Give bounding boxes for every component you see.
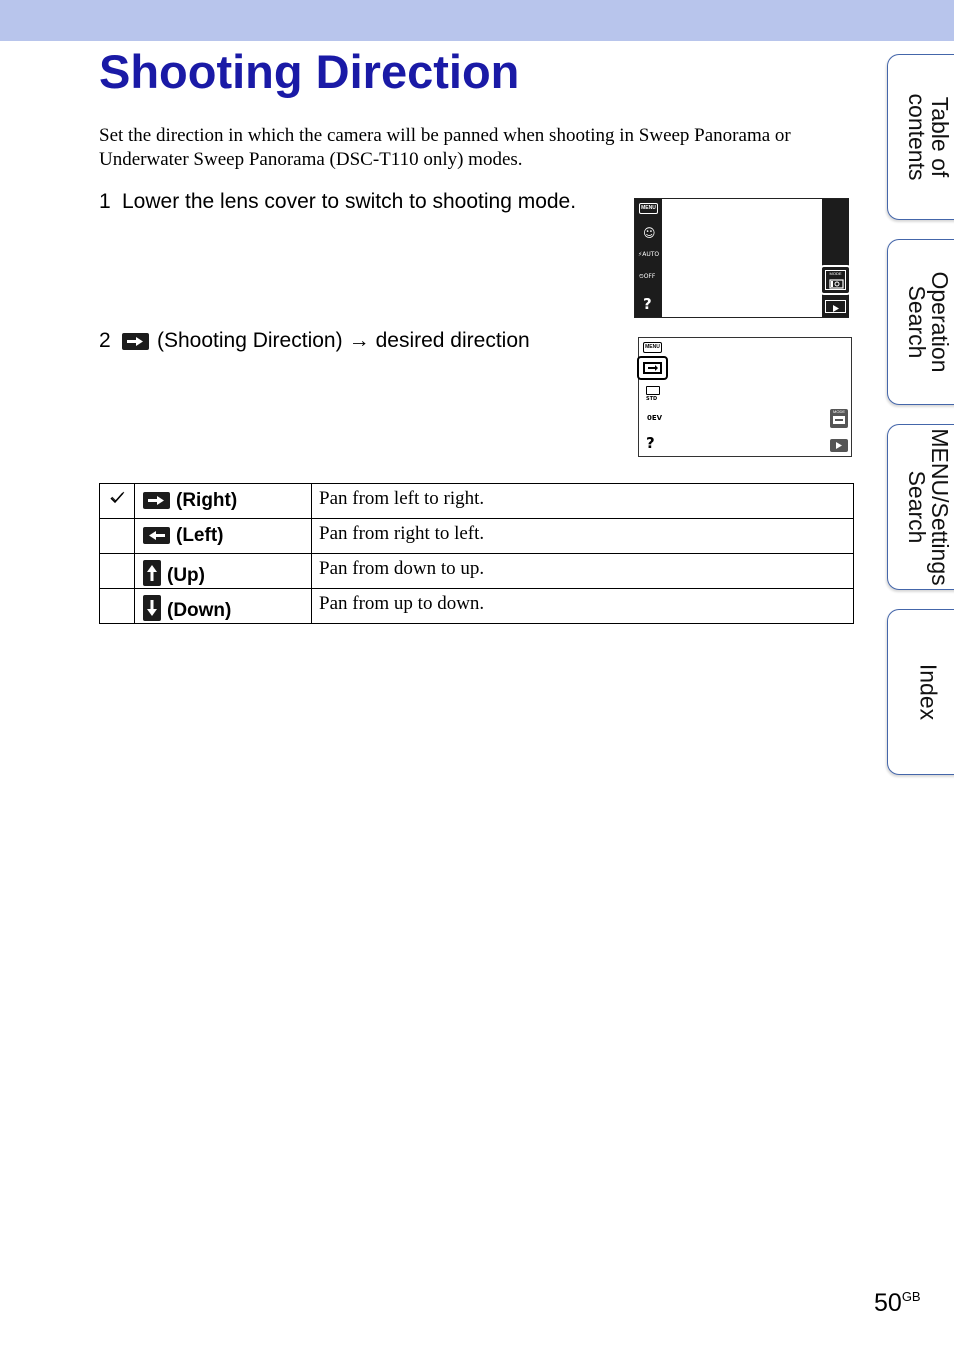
intro-text: Set the direction in which the camera will be panned when shooting in Sweep Panorama or Underwater Sweep Panorama (DSC-T110 only) modes. xyxy=(99,125,791,170)
option-description: Pan from up to down. xyxy=(312,589,854,624)
menu-icon[interactable]: MENU xyxy=(643,342,662,353)
default-marker-cell xyxy=(100,484,135,519)
long-arrow-icon: → xyxy=(348,329,370,352)
table-row xyxy=(100,519,854,554)
direction-selected-icon[interactable] xyxy=(637,356,668,380)
right-icon-bar xyxy=(822,199,849,317)
step-text-after: desired direction xyxy=(375,329,530,352)
checkmark-icon xyxy=(109,491,125,504)
tab-label-line2: contents xyxy=(903,93,930,181)
mode-button[interactable]: MODE xyxy=(830,409,848,428)
table-row xyxy=(100,589,854,624)
tab-menu-settings-search[interactable] xyxy=(887,424,954,590)
playback-icon[interactable] xyxy=(825,300,846,313)
tab-label-line1: Index xyxy=(915,663,941,721)
step-number: 2 xyxy=(99,329,111,352)
option-name: (Down) xyxy=(135,589,312,624)
camera-screen-direction-menu xyxy=(638,337,852,457)
std-label: STD xyxy=(646,396,658,402)
default-marker-cell xyxy=(100,589,135,624)
arrow-down-icon xyxy=(143,595,161,621)
step-1 xyxy=(99,190,576,214)
option-name: (Up) xyxy=(135,554,312,589)
image-size-icon[interactable] xyxy=(646,386,660,395)
default-marker-cell xyxy=(100,554,135,589)
tab-operation-search[interactable] xyxy=(887,239,954,405)
step-number: 1 xyxy=(99,190,111,213)
arrow-right-icon xyxy=(143,492,170,509)
mode-button[interactable] xyxy=(820,265,851,295)
help-icon[interactable]: ? xyxy=(643,295,652,313)
table-row xyxy=(100,484,854,519)
camera-screen-shooting xyxy=(634,198,849,318)
page-number: $50^{GB}$ xyxy=(874,1289,921,1317)
page-number-suffix: GB xyxy=(901,1289,921,1304)
header-band xyxy=(0,0,954,41)
camera-icon xyxy=(827,277,846,289)
step-text-before: (Shooting Direction) xyxy=(157,329,343,352)
step-text: Lower the lens cover to switch to shooting mode. xyxy=(122,190,577,213)
default-marker-cell xyxy=(100,519,135,554)
tab-index[interactable] xyxy=(887,609,954,775)
option-description: Pan from left to right. xyxy=(312,484,854,519)
shooting-direction-icon xyxy=(122,333,149,350)
tab-table-of-contents[interactable] xyxy=(887,54,954,220)
playback-icon[interactable] xyxy=(830,439,848,452)
tab-label-line2: Search xyxy=(903,470,930,544)
arrow-up-icon xyxy=(143,560,161,586)
option-name: (Right) xyxy=(135,484,312,519)
menu-icon[interactable]: MENU xyxy=(639,203,658,214)
option-name: (Left) xyxy=(135,519,312,554)
tab-label-line1: Table of xyxy=(926,96,953,178)
page-title: Shooting Direction xyxy=(99,45,520,98)
tab-label-line1: MENU/Settings xyxy=(926,428,953,586)
help-icon[interactable]: ? xyxy=(646,434,655,452)
left-icon-bar xyxy=(635,199,662,317)
camera-mode-icon: MODE xyxy=(825,270,846,290)
self-timer-icon[interactable]: ⏲OFF xyxy=(639,273,656,280)
flash-icon[interactable]: ⚡AUTO xyxy=(638,251,660,258)
option-description: Pan from down to up. xyxy=(312,554,854,589)
smile-icon[interactable]: ☺ xyxy=(643,226,656,240)
option-description: Pan from right to left. xyxy=(312,519,854,554)
direction-options-table xyxy=(99,483,854,624)
arrow-left-icon xyxy=(143,527,170,544)
step-2 xyxy=(99,329,530,353)
tab-label-line1: Operation xyxy=(926,271,953,373)
ev-label[interactable]: 0EV xyxy=(647,414,663,422)
tab-label-line2: Search xyxy=(903,285,930,359)
table-row xyxy=(100,554,854,589)
